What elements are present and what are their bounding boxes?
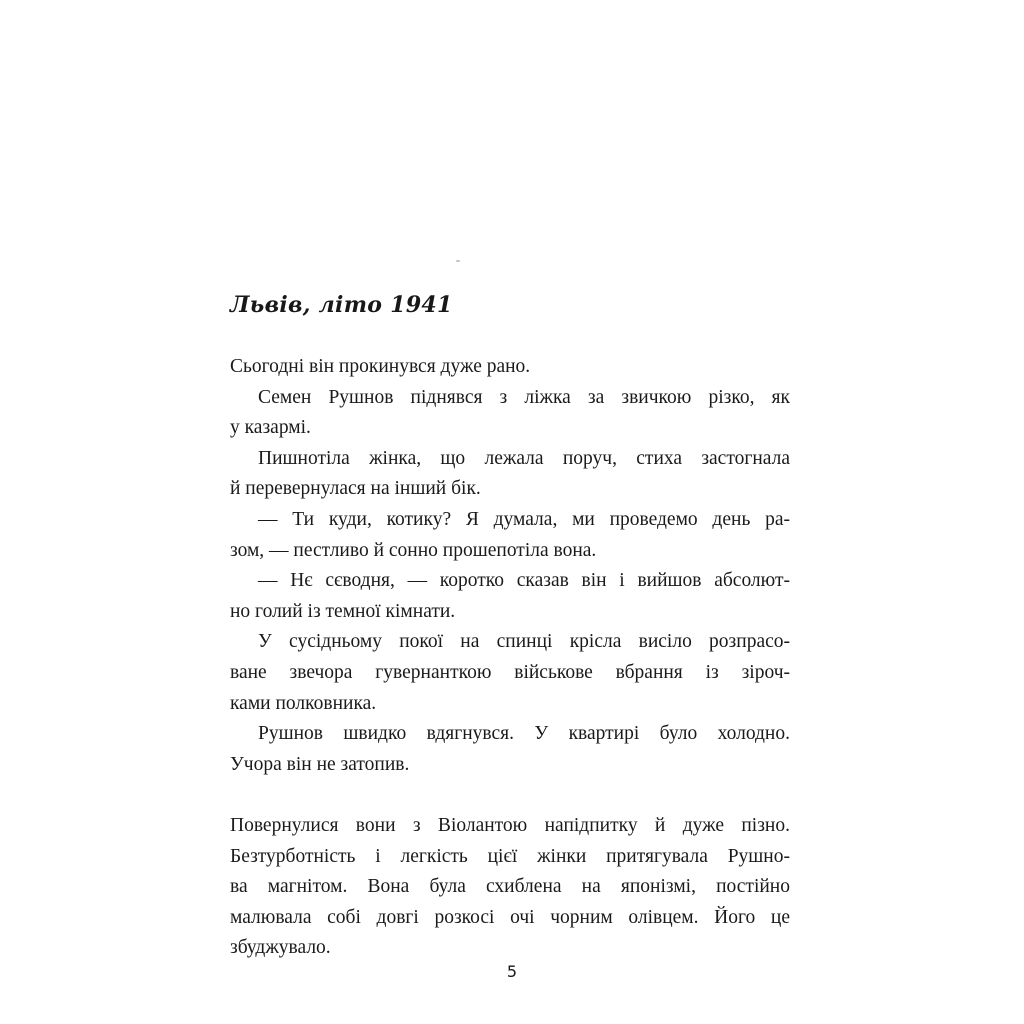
- page-number: 5: [506, 962, 518, 981]
- text-line: Безтурботність і легкість цієї жінки притягувала Рушно-: [230, 845, 790, 867]
- paragraph: [230, 383, 790, 444]
- text-line: — Нє сєводня, — коротко сказав він і вийшов абсолют-: [258, 570, 790, 592]
- text-line: У сусідньому покої на спинці крісла висіло розпрасо-: [258, 631, 790, 653]
- paragraph: [230, 505, 790, 566]
- text-line: — Ти куди, котику? Я думала, ми проведемо день ра-: [258, 508, 790, 530]
- text-line: у казармі.: [230, 417, 311, 439]
- text-line: Сьогодні він прокинувся дуже рано.: [230, 356, 531, 377]
- text-line: й перевернулася на інший бік.: [230, 478, 481, 500]
- text-line: Пишнотіла жінка, що лежала поруч, стиха застогнала: [258, 447, 790, 469]
- section-break: [230, 780, 790, 811]
- text-line: ване звечора гувернанткою військове вбрання із зіроч-: [230, 661, 790, 683]
- text-line: Рушнов швидко вдягнувся. У квартирі було холодно.: [258, 723, 790, 745]
- text-line: Семен Рушнов піднявся з ліжка за звичкою різко, як: [258, 386, 790, 408]
- paragraph: [230, 627, 790, 719]
- text-line: малювала собі довгі розкосі очі чорним олівцем. Його це: [230, 906, 790, 928]
- text-line: Повернулися вони з Віолантою напідпитку й дуже пізно.: [230, 814, 790, 836]
- text-line: ва магнітом. Вона була схиблена на японізмі, постійно: [230, 876, 790, 898]
- text-line: ками полковника.: [230, 692, 377, 714]
- text-line: Учора він не затопив.: [230, 753, 410, 775]
- body-text: [230, 352, 790, 964]
- text-line: но голий із темної кімнати.: [230, 600, 456, 622]
- text-line: зом, — пестливо й сонно прошепотіла вона.: [230, 539, 597, 561]
- paragraph: [230, 811, 790, 964]
- chapter-title: Львів, літо 1941: [230, 292, 453, 318]
- print-speck: [456, 260, 460, 262]
- paragraph: [230, 719, 790, 780]
- paragraph: [230, 444, 790, 505]
- text-line: збуджувало.: [230, 937, 331, 959]
- paragraph: [230, 352, 790, 383]
- paragraph: [230, 566, 790, 627]
